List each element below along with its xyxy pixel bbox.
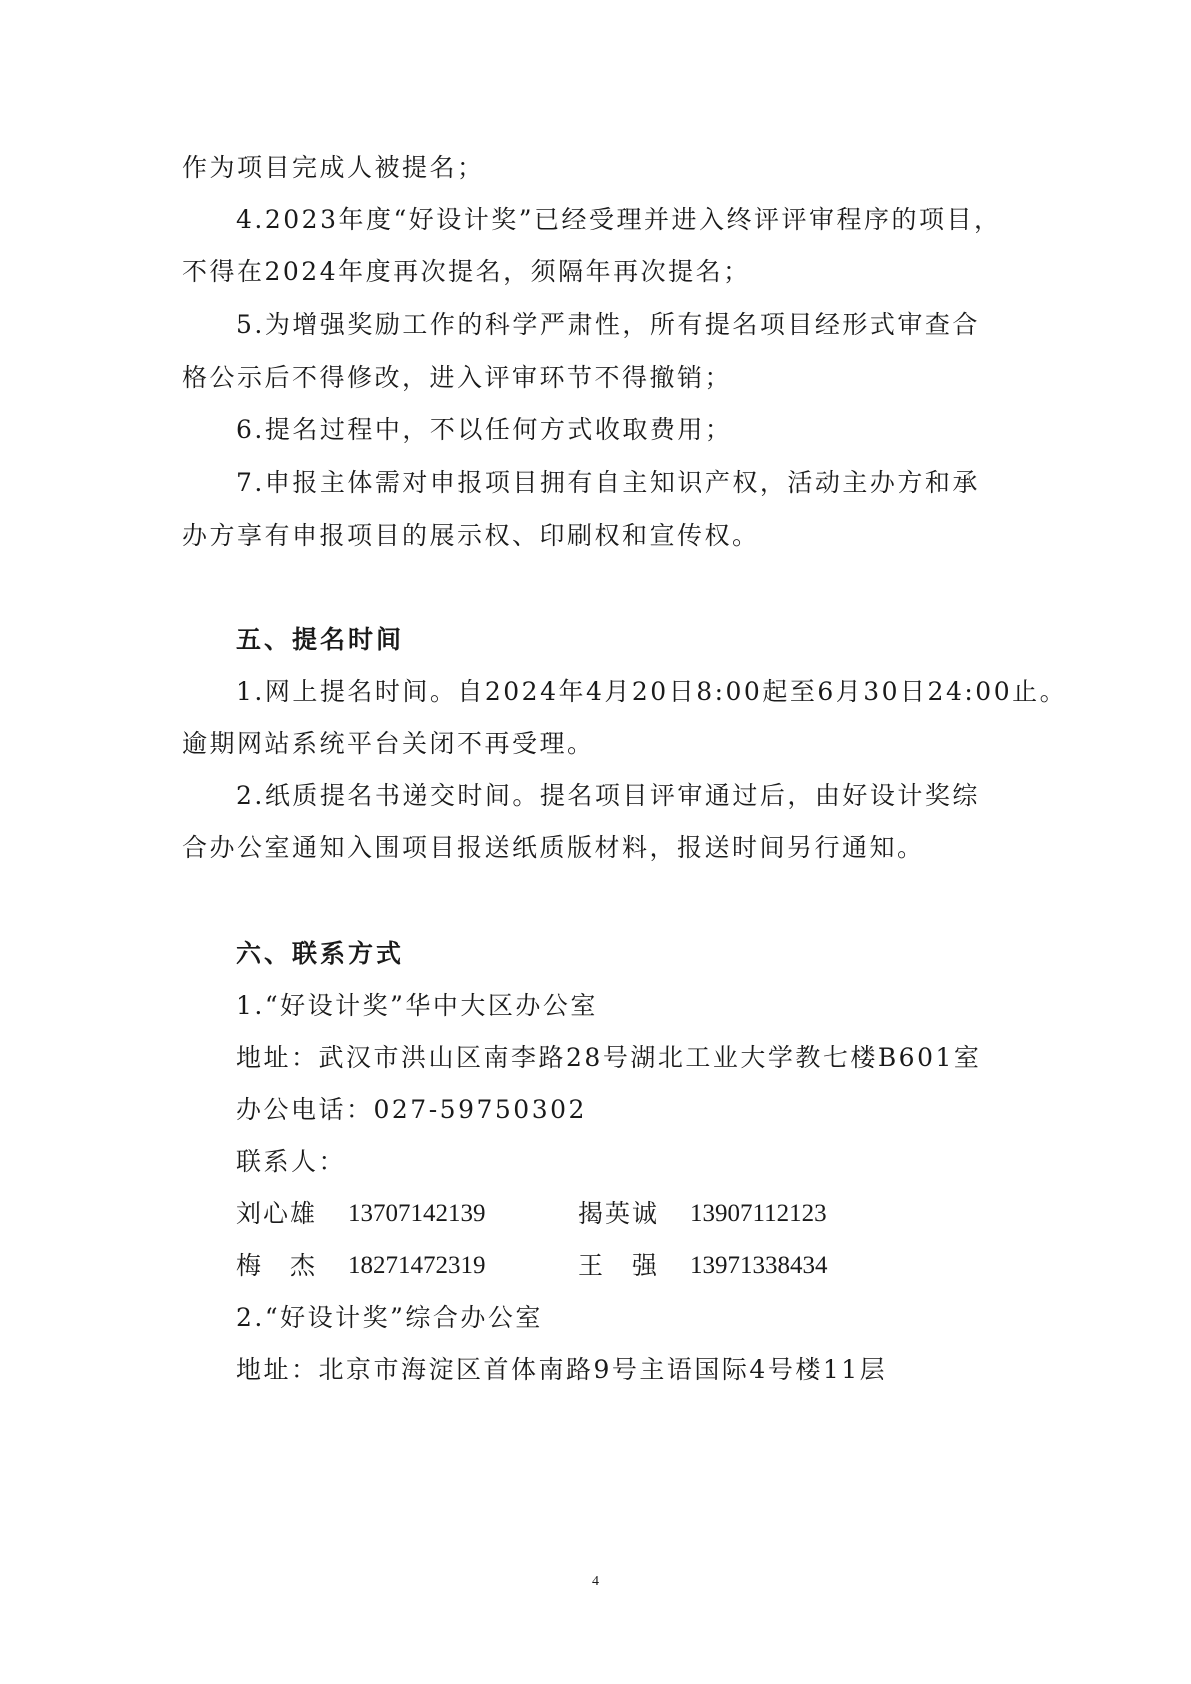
paragraph-line: 5.为增强奖励工作的科学严肃性，所有提名项目经形式审查合 xyxy=(236,310,980,339)
office-address: 地址：武汉市洪山区南李路28号湖北工业大学教七楼B601室 xyxy=(236,1043,982,1072)
paragraph-line: 合办公室通知入围项目报送纸质版材料，报送时间另行通知。 xyxy=(182,833,925,862)
paragraph-line: 逾期网站系统平台关闭不再受理。 xyxy=(182,729,595,758)
paragraph-line: 作为项目完成人被提名； xyxy=(182,153,485,182)
paragraph-line: 不得在2024年度再次提名，须隔年再次提名； xyxy=(182,257,751,286)
paragraph-line: 格公示后不得修改，进入评审环节不得撤销； xyxy=(182,363,733,392)
office-title: 2.“好设计奖”综合办公室 xyxy=(236,1303,543,1332)
paragraph-line: 6.提名过程中，不以任何方式收取费用； xyxy=(236,415,733,444)
contact-name: 梅 杰 xyxy=(236,1251,318,1280)
contact-name: 揭英诚 xyxy=(578,1199,660,1228)
paragraph-line: 7.申报主体需对申报项目拥有自主知识产权，活动主办方和承 xyxy=(236,468,980,497)
paragraph-line: 办方享有申报项目的展示权、印刷权和宣传权。 xyxy=(182,521,760,550)
contacts-label: 联系人： xyxy=(236,1147,347,1176)
office-title: 1.“好设计奖”华中大区办公室 xyxy=(236,991,598,1020)
paragraph-line: 4.2023年度“好设计奖”已经受理并进入终评评审程序的项目， xyxy=(236,205,1002,234)
contact-name: 王 强 xyxy=(578,1251,660,1280)
paragraph-line: 2.纸质提名书递交时间。提名项目评审通过后，由好设计奖综 xyxy=(236,781,980,810)
page-number: 4 xyxy=(592,1574,599,1589)
section-heading: 五、提名时间 xyxy=(236,625,405,654)
section-heading: 六、联系方式 xyxy=(236,939,405,968)
contact-phone: 13971338434 xyxy=(690,1252,828,1279)
office-phone: 办公电话：027-59750302 xyxy=(236,1095,587,1124)
contact-phone: 13707142139 xyxy=(348,1200,486,1227)
contact-phone: 13907112123 xyxy=(690,1200,827,1227)
office-address: 地址：北京市海淀区首体南路9号主语国际4号楼11层 xyxy=(236,1355,888,1384)
paragraph-line: 1.网上提名时间。自2024年4月20日8:00起至6月30日24:00止。 xyxy=(236,677,1068,706)
contact-name: 刘心雄 xyxy=(236,1199,318,1228)
contact-phone: 18271472319 xyxy=(348,1252,486,1279)
